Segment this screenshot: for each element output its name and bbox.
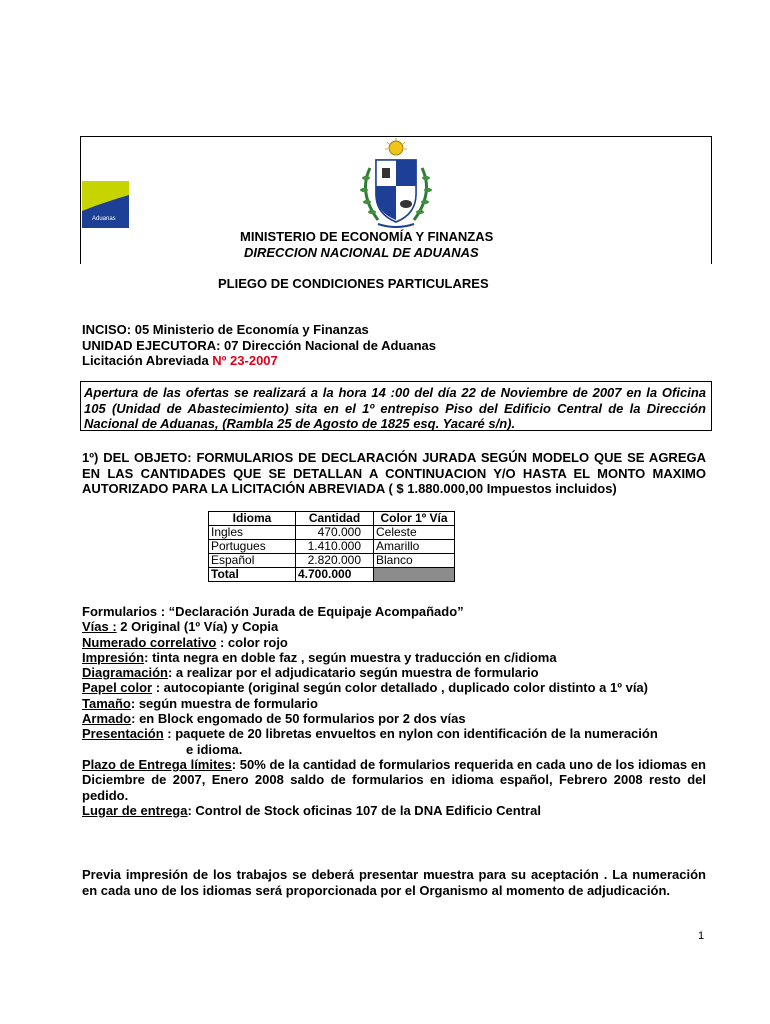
table-cell: Portugues <box>209 540 296 554</box>
formularios-line: Formularios : “Declaración Jurada de Equipaje Acompañado” <box>82 604 464 619</box>
table-header-row <box>209 512 455 526</box>
direction-title: DIRECCION NACIONAL DE ADUANAS <box>244 245 479 260</box>
plazo-line <box>82 757 706 803</box>
table-header: Idioma <box>209 512 296 526</box>
vias-label: Vías : <box>82 619 117 635</box>
licitacion-number: Nº 23-2007 <box>212 353 278 368</box>
objeto-paragraph: 1º) DEL OBJETO: FORMULARIOS DE DECLARACIÓN JURADA SEGÚN MODELO QUE SE AGREGA EN LAS CANTIDADES QUE SE DETALLAN A CONTINUACION Y/O HASTA EL MONTO MAXIMO AUTORIZADO PARA LA LICITACIÓN ABREVIADA ( $ 1.880.000,00 Impuestos incluidos) <box>82 450 706 496</box>
tamano-label: Tamaño <box>82 695 131 711</box>
inciso-block <box>82 322 436 369</box>
presentacion-label: Presentación <box>82 726 164 742</box>
numerado-label: Numerado correlativo <box>82 634 217 650</box>
ministry-title: MINISTERIO DE ECONOMÍA Y FINANZAS <box>240 229 494 244</box>
papel-value: : autocopiante (original según color detallado , duplicado color distinto a 1º vía) <box>152 680 648 696</box>
table-header: Cantidad <box>296 512 374 526</box>
table-row <box>209 554 455 568</box>
table-cell: Blanco <box>374 554 455 568</box>
table-cell: Ingles <box>209 526 296 540</box>
table-cell: Español <box>209 554 296 568</box>
unidad-ejecutora-line: UNIDAD EJECUTORA: 07 Dirección Nacional de Aduanas <box>82 337 436 353</box>
coat-of-arms-icon <box>352 138 440 230</box>
quantities-table <box>208 511 455 582</box>
previa-paragraph: Previa impresión de los trabajos se deberá presentar muestra para su aceptación . La numeración en cada uno de los idiomas será proporcionada por el Organismo al momento de adjudicación. <box>82 867 706 898</box>
papel-line <box>82 680 706 695</box>
presentacion-line <box>82 726 706 741</box>
details-block <box>82 604 706 818</box>
lugar-line <box>82 803 706 818</box>
diagramacion-label: Diagramación <box>82 665 168 681</box>
table-header: Color 1º Vía <box>374 512 455 526</box>
lugar-label: Lugar de entrega <box>82 802 188 818</box>
diagramacion-value: : a realizar por el adjudicatario según muestra de formulario <box>167 665 539 681</box>
apertura-box: Apertura de las ofertas se realizará a la hora 14 :00 del día 22 de Noviembre de 2007 en la Oficina 105 (Unidad de Abastecimiento) sita en el 1º entrepiso Piso del Edificio Central de la Dirección Nacional de Aduanas, (Rambla 25 de Agosto de 1825 esq. Yacaré s/n). <box>80 381 712 431</box>
numerado-value: : color rojo <box>216 634 288 650</box>
table-cell: 1.410.000 <box>296 540 374 554</box>
armado-label: Armado <box>82 711 132 727</box>
tamano-line <box>82 696 706 711</box>
total-empty-cell <box>374 568 455 582</box>
table-cell: 470.000 <box>296 526 374 540</box>
aduanas-logo <box>82 181 129 228</box>
impresion-value: : tinta negra en doble faz , según muestra y traducción en c/idioma <box>144 649 557 665</box>
diagramacion-line <box>82 665 706 680</box>
presentacion-continuation: e idioma. <box>186 741 243 757</box>
table-cell: Amarillo <box>374 540 455 554</box>
lugar-value: : Control de Stock oficinas 107 de la DNA Edificio Central <box>187 802 541 818</box>
armado-value: : en Block engomado de 50 formularios por 2 dos vías <box>131 711 466 727</box>
total-value: 4.700.000 <box>296 568 374 582</box>
svg-text:Aduanas: Aduanas <box>92 216 116 222</box>
table-row <box>209 526 455 540</box>
table-cell: Celeste <box>374 526 455 540</box>
inciso-line: INCISO: 05 Ministerio de Economía y Finanzas <box>82 322 369 337</box>
plazo-label: Plazo de Entrega límites <box>82 756 232 772</box>
armado-line <box>82 711 706 726</box>
document-title: PLIEGO DE CONDICIONES PARTICULARES <box>218 276 489 291</box>
licitacion-line <box>82 353 436 369</box>
total-label: Total <box>209 568 296 582</box>
numerado-line <box>82 635 706 650</box>
impresion-label: Impresión <box>82 649 145 665</box>
papel-label: Papel color <box>82 680 153 696</box>
page-number: 1 <box>698 930 705 942</box>
vias-line <box>82 619 706 634</box>
table-cell: 2.820.000 <box>296 554 374 568</box>
impresion-line <box>82 650 706 665</box>
plazo-value: : 50% de la cantidad de formularios requerida en cada uno de los idiomas en Diciembre de 2007, Enero 2008 saldo de formularios en idioma español, Febrero 2008 resto del pedido. <box>82 756 707 803</box>
presentacion-value: : paquete de 20 libretas envueltos en nylon con identificación de la numeración <box>163 726 658 742</box>
vias-value: 2 Original (1º Vía) y Copia <box>116 619 279 635</box>
tamano-value: : según muestra de formulario <box>130 695 318 711</box>
table-row <box>209 540 455 554</box>
table-total-row <box>209 568 455 582</box>
licitacion-label: Licitación Abreviada <box>82 353 209 368</box>
